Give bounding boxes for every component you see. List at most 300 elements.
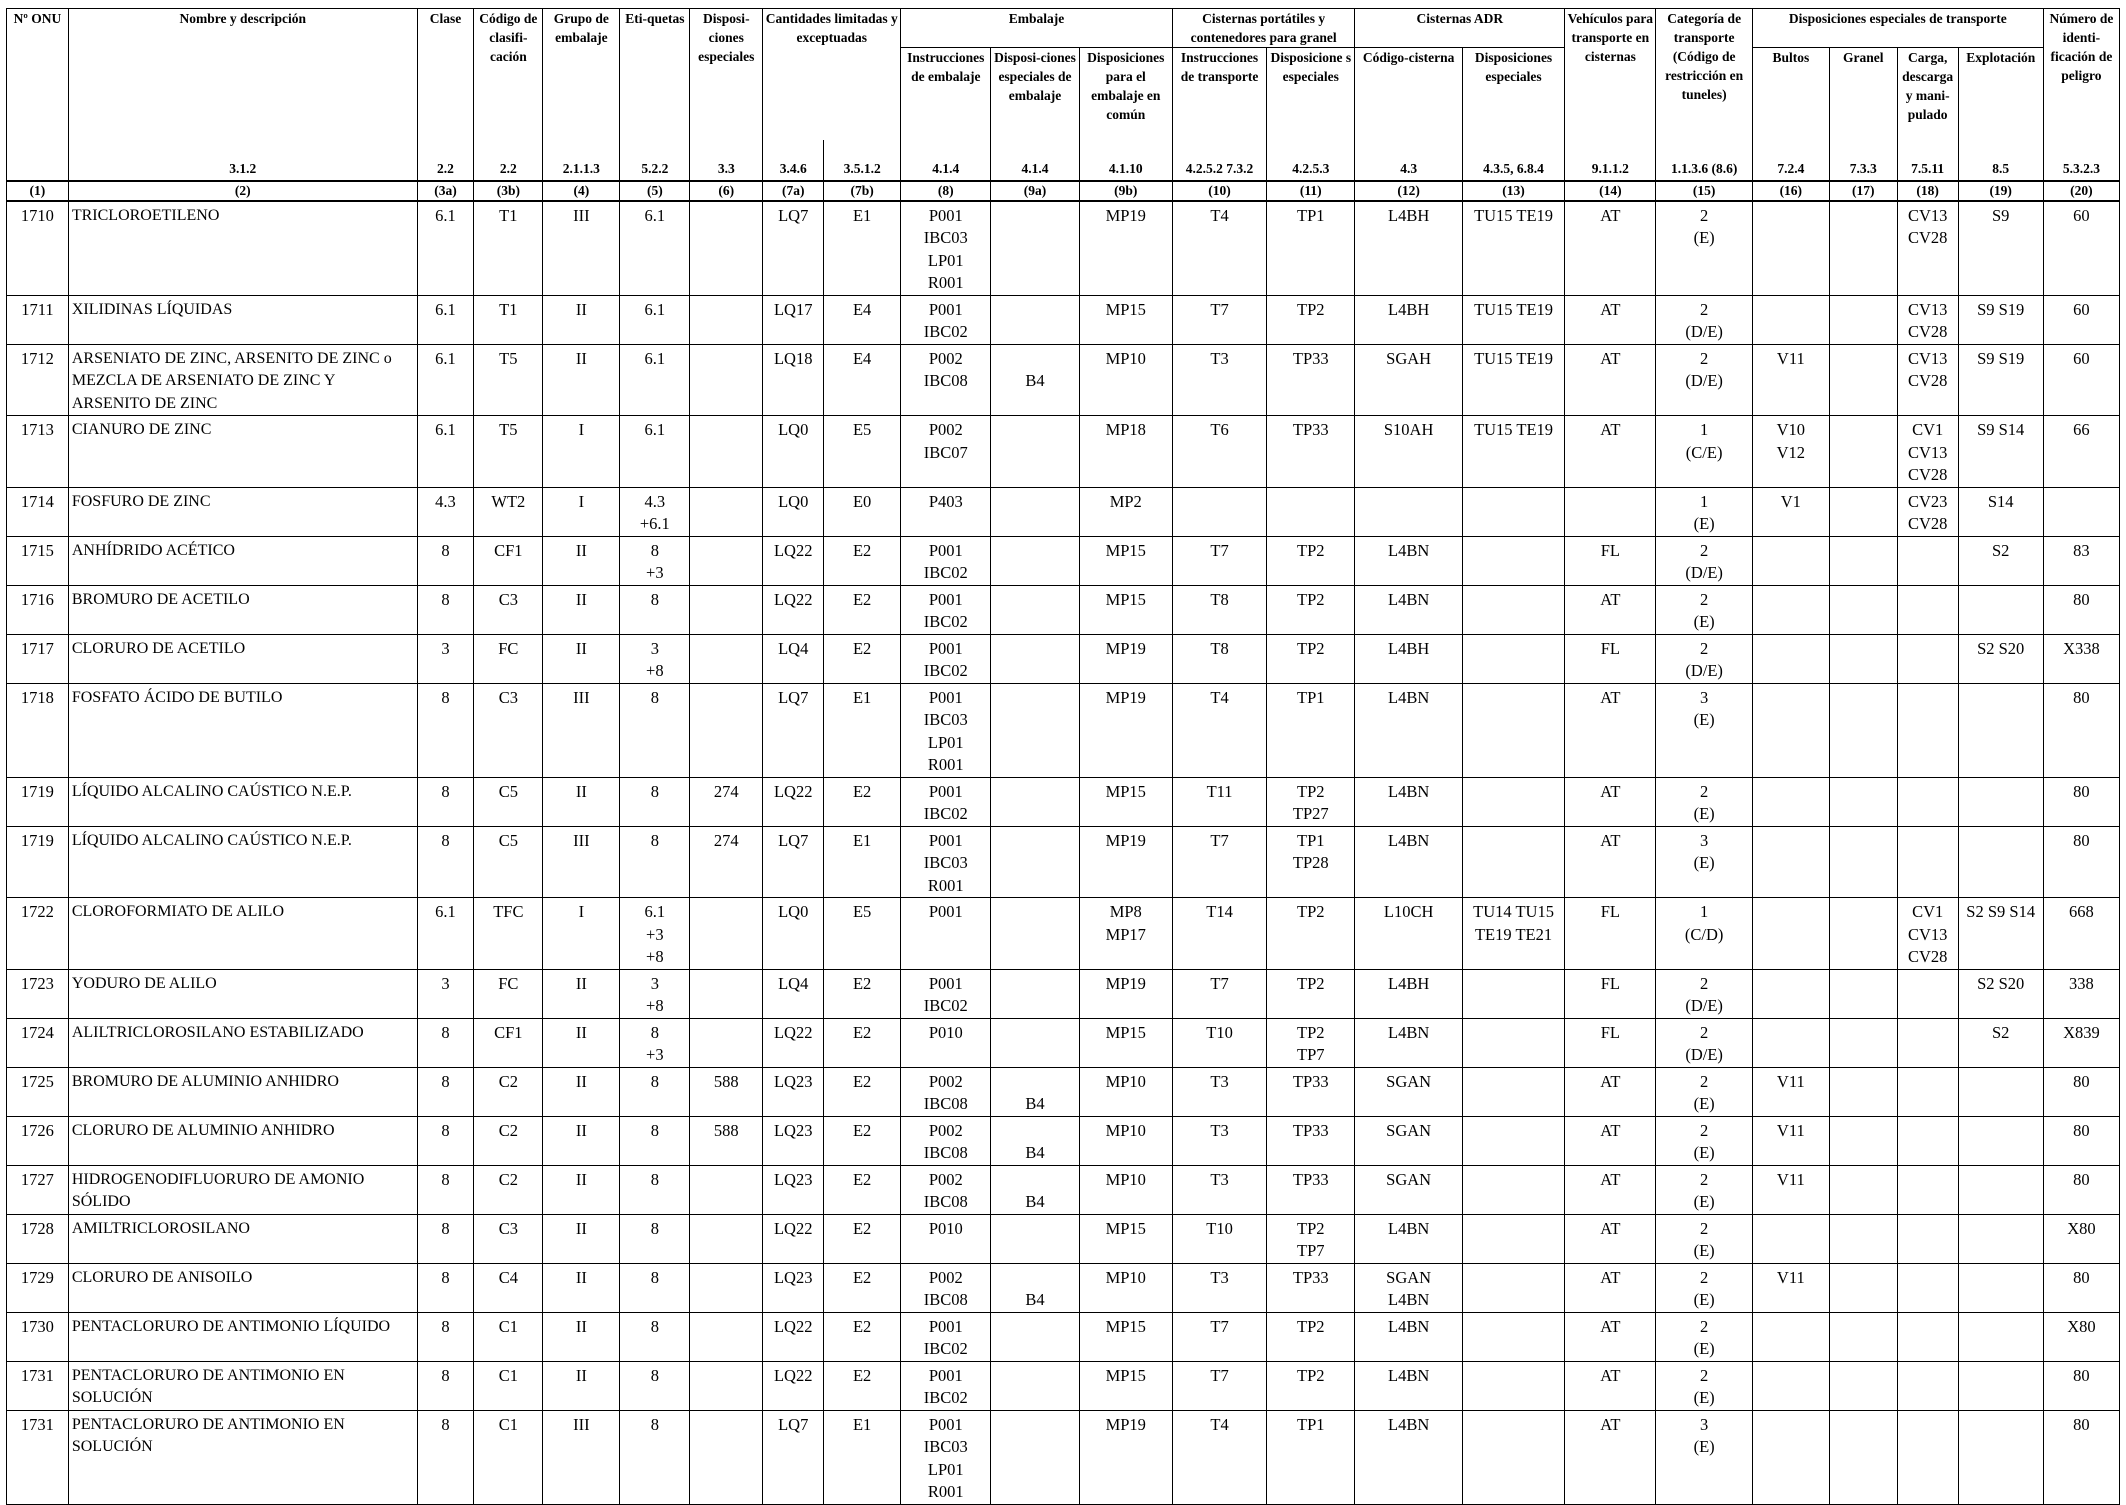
cell-line: (E) [1693,1339,1715,1358]
cell-line: TP2 [1297,1365,1325,1385]
cell-line: 2 [1700,1267,1709,1287]
cell-line: WT2 [491,491,526,511]
cell-lq [763,1410,824,1504]
cell-line: (D/E) [1685,371,1723,390]
cell-line: TE19 TE21 [1474,924,1553,944]
cell-disposiciones [690,969,763,1018]
cell-line: 2 [1700,1169,1709,1189]
cell-line: P002 [928,420,963,439]
cell-line: MEZCLA DE ARSENIATO DE ZINC Y [71,372,336,389]
cell-disposiciones [690,1312,763,1361]
cell-line: II [575,781,587,801]
cell-granel [1829,1214,1897,1263]
cell-granel [1829,295,1897,344]
cell-numero [2043,536,2119,585]
cell-disp-comun [1079,1116,1172,1165]
cell-vehiculo [1565,585,1656,634]
cell-line: AT [1600,1316,1621,1336]
table-row [7,295,2120,344]
cell-line: FC [498,973,519,993]
cell-line: 2 [1700,1120,1709,1140]
header-instr-transp: Instrucciones de transporte [1172,48,1266,140]
cell-line: BROMURO DE ACETILO [71,590,250,608]
cell-disp-esp-adr [1462,1165,1564,1214]
cell-line: 6.1 [644,348,666,368]
cell-disposiciones [690,777,763,826]
cell-line: 80 [2073,1120,2090,1140]
cell-eq [824,683,901,777]
header-granel: Granel [1829,48,1897,140]
cell-line: MP19 [1105,1414,1146,1434]
cell-line: C2 [498,1169,518,1189]
cell-instr-transp [1172,344,1266,416]
cell-codigo [474,344,543,416]
cell-eq [824,969,901,1018]
cell-line: SGAN [1386,1120,1432,1140]
cell-codigo-cisterna [1355,1361,1462,1410]
cell-disp-esp [1267,1263,1355,1312]
cell-line: MP10 [1105,1071,1146,1091]
cell-instr-emb [901,1263,991,1312]
cell-line: TP33 [1292,1120,1329,1140]
cell-un [7,585,69,634]
cell-line: LQ22 [773,1316,813,1336]
cell-granel [1829,201,1897,296]
cell-disposiciones [690,634,763,683]
cell-categoria [1656,536,1752,585]
table-row [7,1165,2120,1214]
cell-instr-emb [901,1214,991,1263]
cell-disp-esp [1267,826,1355,898]
cell-line: P001 [928,830,963,850]
cell-codigo [474,1018,543,1067]
cell-line: P002 [928,1267,963,1287]
cell-name [68,777,417,826]
table-row [7,1410,2120,1504]
header-column-number: (9b) [1079,181,1172,201]
cell-disp-comun [1079,969,1172,1018]
cell-etiquetas [620,416,690,488]
cell-clase [417,1116,474,1165]
cell-line: P001 [928,687,963,707]
cell-line: 8 [650,830,659,850]
cell-line: IBC08 [923,371,968,390]
cell-clase [417,969,474,1018]
cell-grupo [543,1018,620,1067]
cell-line: FL [1600,1022,1620,1042]
cell-line: C4 [498,1267,518,1287]
cell-disp-esp-adr [1462,536,1564,585]
cell-carga [1897,201,1958,296]
cell-line: FOSFATO ÁCIDO DE BUTILO [71,688,283,706]
cell-line: E0 [852,491,872,511]
cell-line: (E) [1693,1094,1715,1113]
cell-vehiculo [1565,777,1656,826]
cell-name [68,1214,417,1263]
cell-line: (E) [1693,1192,1715,1211]
cell-codigo [474,295,543,344]
cell-disp-comun [1079,344,1172,416]
cell-explotacion [1958,634,2043,683]
cell-codigo-cisterna [1355,295,1462,344]
cell-line: SÓLIDO [71,1193,131,1210]
cell-line: (D/E) [1685,563,1723,582]
cell-disp-esp-adr [1462,1116,1564,1165]
cell-line: 1713 [20,420,54,439]
cell-codigo [474,416,543,488]
cell-line: E2 [852,1218,872,1238]
cell-categoria [1656,1116,1752,1165]
cell-carga [1897,1165,1958,1214]
cell-line: 1710 [20,205,54,225]
cell-disp-esp [1267,201,1355,296]
header-ref-cell: 7.2.4 [1752,140,1829,181]
cell-lq [763,201,824,296]
cell-line: TP7 [1297,1241,1325,1260]
cell-name [68,1018,417,1067]
cell-line: S2 S9 S14 [1966,902,2036,921]
cell-carga [1897,826,1958,898]
cell-disp-comun [1079,201,1172,296]
table-row [7,969,2120,1018]
cell-line: V1 [1780,491,1801,511]
cell-line: (E) [1693,710,1715,729]
cell-line: CV28 [1907,514,1948,533]
cell-line: IBC03 [923,853,968,872]
cell-disp-emb [991,295,1079,344]
table-header [7,9,2120,201]
cell-carga [1897,536,1958,585]
header-column-number: (13) [1462,181,1564,201]
cell-line: V10 [1776,420,1806,439]
cell-eq [824,1361,901,1410]
cell-numero [2043,1312,2119,1361]
cell-line: 60 [2073,299,2090,319]
cell-codigo [474,898,543,970]
cell-clase [417,1067,474,1116]
cell-grupo [543,344,620,416]
cell-numero [2043,1214,2119,1263]
header-vehiculos: Vehículos para transporte en cisternas [1565,9,1656,140]
cell-codigo [474,1165,543,1214]
cell-line: II [575,348,587,368]
header-codigo: Código de clasifi-cación [474,9,543,140]
cell-line: 1726 [20,1120,54,1140]
cell-grupo [543,634,620,683]
cell-lq [763,1116,824,1165]
cell-disp-comun [1079,585,1172,634]
cell-instr-transp [1172,487,1266,536]
header-ref-cell: 4.1.10 [1079,140,1172,181]
cell-codigo-cisterna [1355,777,1462,826]
cell-line: AT [1600,205,1621,225]
cell-line: 2 [1700,1316,1709,1336]
cell-disp-emb [991,1410,1079,1504]
cell-line: L4BN [1388,781,1430,801]
header-ref-cell: 3.5.1.2 [824,140,901,181]
cell-clase [417,1018,474,1067]
cell-line: LQ22 [773,1022,813,1042]
cell-un [7,777,69,826]
cell-line: AMILTRICLOROSILANO [71,1219,250,1237]
cell-line: T14 [1206,902,1233,921]
cell-line: S9 [1991,205,2010,225]
cell-line: TP1 [1297,205,1325,225]
cell-numero [2043,826,2119,898]
header-ref-cell: 9.1.1.2 [1565,140,1656,181]
cell-line: C2 [498,1071,518,1091]
cell-line: TP2 [1297,299,1325,319]
cell-codigo-cisterna [1355,1018,1462,1067]
cell-codigo-cisterna [1355,683,1462,777]
cell-codigo [474,969,543,1018]
cell-line: TP2 [1297,902,1325,921]
cell-etiquetas [620,826,690,898]
cell-lq [763,1214,824,1263]
cell-line: ANHÍDRIDO ACÉTICO [71,541,235,559]
cell-line: P001 [928,638,963,658]
cell-line: II [575,638,587,658]
cell-bultos [1752,683,1829,777]
cell-etiquetas [620,1018,690,1067]
table-row [7,585,2120,634]
cell-lq [763,1165,824,1214]
cell-disp-esp-adr [1462,1018,1564,1067]
cell-line: TU15 TE19 [1474,348,1554,368]
cell-grupo [543,969,620,1018]
cell-grupo [543,777,620,826]
cell-lq [763,1018,824,1067]
cell-line: V11 [1776,1120,1805,1140]
cell-disp-esp [1267,683,1355,777]
cell-line: CLORURO DE ALUMINIO ANHIDRO [71,1121,335,1139]
cell-line: LP01 [927,1459,964,1479]
cell-instr-transp [1172,1116,1266,1165]
cell-explotacion [1958,201,2043,296]
cell-line: IBC08 [923,1290,968,1309]
table-row [7,634,2120,683]
cell-numero [2043,634,2119,683]
cell-line: E2 [852,1120,872,1140]
cell-line: II [575,1169,587,1189]
cell-line: CV13 [1907,205,1948,225]
cell-un [7,1018,69,1067]
header-ref-cell: 4.3.5, 6.8.4 [1462,140,1564,181]
cell-line: 1716 [20,589,54,609]
cell-codigo-cisterna [1355,898,1462,970]
cell-instr-transp [1172,585,1266,634]
header-un: Nº ONU [7,9,69,140]
cell-line: 2 [1700,973,1709,993]
cell-line: TP2 [1297,540,1325,560]
cell-line: TP27 [1292,804,1329,823]
cell-line: 6.1 [435,299,456,319]
cell-instr-emb [901,201,991,296]
cell-instr-transp [1172,777,1266,826]
cell-disp-emb [991,1312,1079,1361]
cell-grupo [543,585,620,634]
cell-clase [417,487,474,536]
cell-instr-transp [1172,536,1266,585]
cell-line: E2 [852,540,872,560]
cell-grupo [543,1067,620,1116]
cell-carga [1897,969,1958,1018]
cell-disp-comun [1079,536,1172,585]
cell-line: 1723 [20,973,54,993]
cell-vehiculo [1565,344,1656,416]
cell-line: YODURO DE ALILO [71,974,217,992]
cell-instr-emb [901,585,991,634]
cell-line: R001 [927,755,964,774]
cell-line: LQ0 [778,491,809,511]
cell-line: LQ0 [778,902,809,921]
cell-instr-emb [901,344,991,416]
cell-disp-emb [991,777,1079,826]
cell-disp-emb [991,969,1079,1018]
cell-numero [2043,1165,2119,1214]
cell-numero [2043,898,2119,970]
cell-line: E2 [852,638,872,658]
header-cisternas-adr: Cisternas ADR [1355,9,1565,48]
cell-categoria [1656,487,1752,536]
cell-line: AT [1600,830,1621,850]
cell-eq [824,898,901,970]
cell-line: 1717 [20,638,54,658]
cell-bultos [1752,295,1829,344]
cell-line: T6 [1210,420,1229,439]
cell-line: MP17 [1105,924,1146,944]
cell-line: T1 [499,299,518,319]
cell-eq [824,1116,901,1165]
cell-line: C3 [498,1218,518,1238]
cell-eq [824,1263,901,1312]
cell-eq [824,487,901,536]
cell-line: TP7 [1297,1045,1325,1064]
cell-line: P002 [928,1071,963,1091]
cell-line: (E) [1693,612,1715,631]
cell-disp-emb [991,416,1079,488]
cell-instr-emb [901,683,991,777]
table-row [7,1361,2120,1410]
cell-line: I [578,902,585,921]
cell-codigo-cisterna [1355,1263,1462,1312]
cell-line: T4 [1210,687,1229,707]
header-ref-cell: 7.3.3 [1829,140,1897,181]
cell-line: 1730 [20,1316,54,1336]
cell-line: IBC07 [923,442,968,462]
cell-line: 80 [2073,830,2090,850]
table-row [7,1214,2120,1263]
cell-line: 8 [650,1365,659,1385]
cell-numero [2043,683,2119,777]
header-ref-cell: 2.2 [474,140,543,181]
cell-eq [824,777,901,826]
cell-name [68,416,417,488]
cell-disp-esp-adr [1462,1312,1564,1361]
cell-clase [417,683,474,777]
cell-disp-esp-adr [1462,201,1564,296]
cell-codigo-cisterna [1355,1410,1462,1504]
cell-grupo [543,416,620,488]
cell-disp-comun [1079,777,1172,826]
cell-line: V11 [1776,1071,1805,1091]
cell-etiquetas [620,1361,690,1410]
table-row [7,487,2120,536]
cell-line: 8 [441,781,450,801]
cell-disp-esp [1267,898,1355,970]
cell-line: III [573,687,590,707]
cell-etiquetas [620,1214,690,1263]
cell-etiquetas [620,1116,690,1165]
cell-vehiculo [1565,1410,1656,1504]
cell-carga [1897,777,1958,826]
cell-grupo [543,1214,620,1263]
cell-carga [1897,898,1958,970]
cell-line: CV28 [1907,228,1948,247]
cell-explotacion [1958,1263,2043,1312]
cell-instr-emb [901,487,991,536]
cell-line: CIANURO DE ZINC [71,421,212,438]
cell-line: MP15 [1105,589,1146,609]
header-column-number: (19) [1958,181,2043,201]
cell-carga [1897,1018,1958,1067]
cell-disp-emb [991,1018,1079,1067]
cell-line: 3 [1700,830,1709,850]
cell-line: PENTACLORURO DE ANTIMONIO EN [71,1415,345,1433]
cell-bultos [1752,969,1829,1018]
cell-line: E1 [852,687,872,707]
cell-disp-emb [991,1116,1079,1165]
cell-un [7,344,69,416]
cell-disp-esp [1267,969,1355,1018]
cell-carga [1897,1312,1958,1361]
cell-line: LQ23 [773,1267,813,1287]
cell-bultos [1752,898,1829,970]
cell-codigo [474,1263,543,1312]
header-column-number: (18) [1897,181,1958,201]
cell-disp-emb [991,634,1079,683]
cell-line: (E) [1693,853,1715,872]
cell-granel [1829,1361,1897,1410]
cell-carga [1897,1410,1958,1504]
cell-codigo-cisterna [1355,1312,1462,1361]
cell-line: IBC08 [923,1094,968,1113]
cell-instr-transp [1172,1263,1266,1312]
header-numero: Número de identi-ficación de peligro [2043,9,2119,140]
cell-line: T1 [499,205,518,225]
cell-line: II [575,589,587,609]
header-ref-cell: 3.1.2 [68,140,417,181]
cell-disp-esp [1267,634,1355,683]
cell-disposiciones [690,1165,763,1214]
cell-grupo [543,487,620,536]
cell-disp-comun [1079,1361,1172,1410]
cell-line: LÍQUIDO ALCALINO CAÚSTICO N.E.P. [71,831,352,849]
cell-un [7,1361,69,1410]
cell-disp-esp-adr [1462,487,1564,536]
cell-etiquetas [620,1165,690,1214]
cell-carga [1897,585,1958,634]
cell-disposiciones [690,1116,763,1165]
cell-line: +8 [646,996,664,1015]
cell-granel [1829,1312,1897,1361]
cell-line: (C/E) [1685,442,1723,462]
cell-line: E1 [852,830,872,850]
cell-line: MP15 [1105,299,1146,319]
cell-bultos [1752,1018,1829,1067]
cell-disp-esp [1267,1312,1355,1361]
cell-un [7,1263,69,1312]
